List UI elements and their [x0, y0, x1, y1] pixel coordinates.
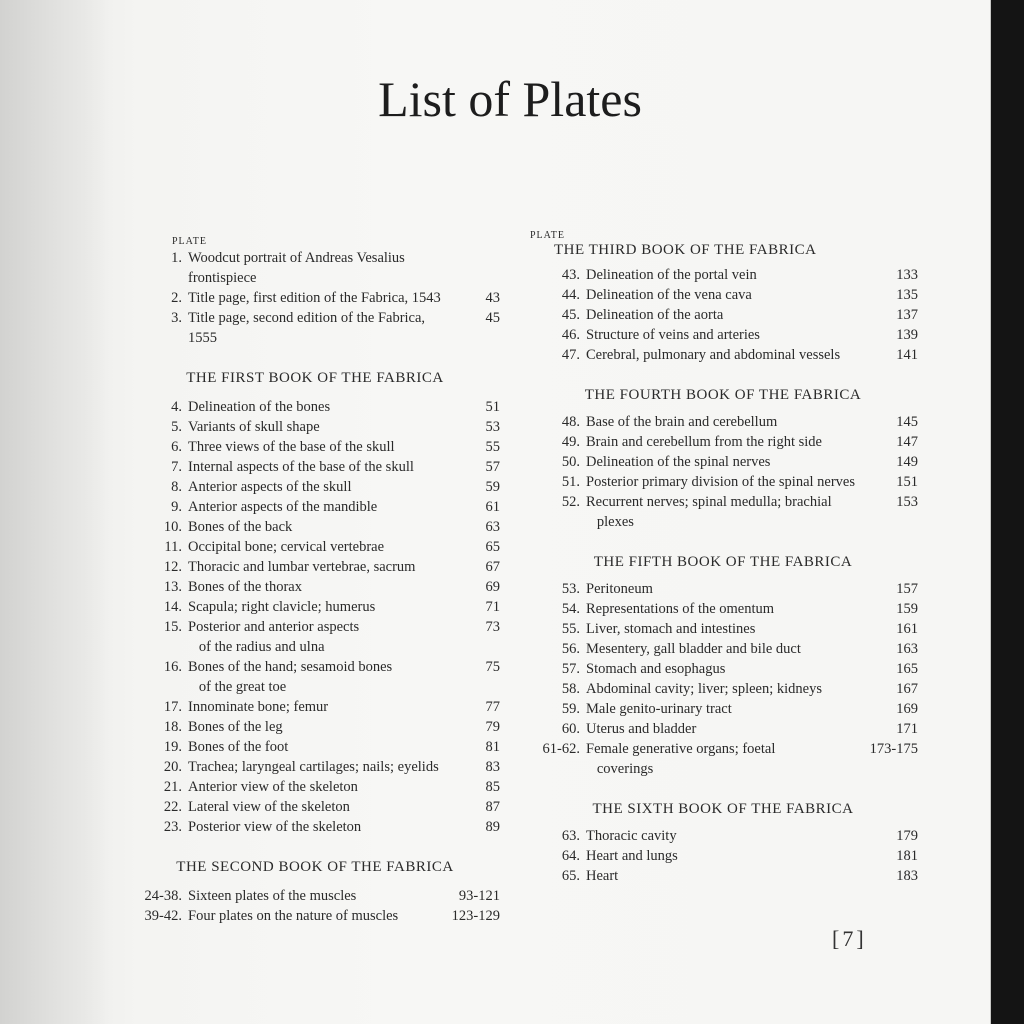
plate-number: 57.	[561, 661, 580, 677]
plate-page-number: 73	[485, 619, 500, 635]
plate-entry	[130, 437, 500, 457]
plate-page-number: 53	[485, 419, 500, 435]
section-title-book-4: THE FOURTH BOOK OF THE FABRICA	[584, 387, 862, 403]
plate-page-number: 165	[896, 661, 918, 677]
plate-entry	[130, 717, 500, 737]
plate-entry	[528, 472, 918, 492]
plate-description: Base of the brain and cerebellum	[586, 414, 778, 430]
plate-entry	[528, 599, 918, 619]
plate-description: Recurrent nerves; spinal medulla; brachial plexes	[586, 494, 832, 530]
plate-page-number	[442, 248, 500, 288]
plate-entry	[528, 412, 918, 432]
section-title-book-6: THE SIXTH BOOK OF THE FABRICA	[592, 801, 854, 817]
plate-number: 24-38.	[144, 888, 182, 904]
book-5-list	[528, 579, 918, 779]
plate-number: 17.	[163, 699, 182, 715]
plate-entry	[528, 846, 918, 866]
plate-number: 18.	[163, 719, 182, 735]
book-6-list	[528, 826, 918, 886]
plate-entry	[528, 679, 918, 699]
plate-description: Delineation of the portal vein	[586, 267, 757, 283]
plate-page-number: 145	[896, 414, 918, 430]
plate-entry	[130, 288, 500, 308]
plate-description: Posterior view of the skeleton	[188, 819, 362, 835]
plate-page-number: 83	[485, 759, 500, 775]
plate-entry	[130, 697, 500, 717]
plate-page-number: 173-175	[869, 741, 918, 757]
plate-number: 44.	[561, 287, 580, 303]
plate-entry	[130, 497, 500, 517]
plate-entry	[130, 537, 500, 557]
front-matter-list	[130, 248, 500, 348]
plate-description: Heart and lungs	[586, 848, 678, 864]
plate-entry	[528, 265, 918, 285]
plate-page-number: 65	[485, 539, 500, 555]
plate-number: 65.	[561, 868, 580, 884]
plate-page-number: 123-129	[451, 908, 500, 924]
plate-page-number: 59	[485, 479, 500, 495]
plate-number: 9.	[171, 499, 182, 515]
plate-entry	[130, 657, 500, 697]
plate-description: Structure of veins and arteries	[586, 327, 760, 343]
plate-description: Stomach and esophagus	[586, 661, 726, 677]
plate-number: 11.	[164, 539, 182, 555]
plate-entry	[130, 248, 500, 288]
plate-entry	[528, 345, 918, 365]
plate-number: 13.	[163, 579, 182, 595]
plate-description: Thoracic cavity	[586, 828, 677, 844]
plate-description: Bones of the leg	[188, 719, 283, 735]
plate-number: 60.	[561, 721, 580, 737]
plate-page-number: 161	[896, 621, 918, 637]
book-4-list	[528, 412, 918, 532]
plate-description: Anterior aspects of the mandible	[188, 499, 378, 515]
plate-number: 50.	[561, 454, 580, 470]
plate-page-number: 171	[896, 721, 918, 737]
page-title: List of Plates	[378, 71, 642, 127]
plate-entry	[130, 557, 500, 577]
plate-page-number: 45	[485, 310, 500, 326]
plate-number: 47.	[561, 347, 580, 363]
plate-page-number: 137	[896, 307, 918, 323]
plate-page-number: 183	[896, 868, 918, 884]
plate-page-number: 67	[485, 559, 500, 575]
plate-entry	[528, 719, 918, 739]
plate-number: 45.	[561, 307, 580, 323]
plate-page-number: 61	[485, 499, 500, 515]
plate-entry	[130, 397, 500, 417]
page-number: [7]	[832, 926, 867, 951]
plate-description: Liver, stomach and intestines	[586, 621, 756, 637]
plate-page-number: 57	[485, 459, 500, 475]
plate-entry	[528, 619, 918, 639]
plate-page-number: 89	[485, 819, 500, 835]
plate-description: Brain and cerebellum from the right side	[586, 434, 822, 450]
plate-number: 43.	[561, 267, 580, 283]
plate-description: Title page, second edition of the Fabrica, 1555	[188, 310, 429, 346]
plate-page-number: 79	[485, 719, 500, 735]
plate-number: 15.	[163, 619, 182, 635]
left-column	[130, 236, 500, 926]
plate-page-number: 159	[896, 601, 918, 617]
plate-description: Abdominal cavity; liver; spleen; kidneys	[586, 681, 822, 697]
plate-entry	[528, 325, 918, 345]
plate-entry	[528, 285, 918, 305]
book-2-list	[130, 886, 500, 926]
plate-page-number: 63	[485, 519, 500, 535]
plate-number: 19.	[163, 739, 182, 755]
plate-number: 4.	[171, 399, 182, 415]
plate-entry	[528, 659, 918, 679]
plate-description: Scapula; right clavicle; humerus	[188, 599, 376, 615]
plate-number: 10.	[163, 519, 182, 535]
plate-number: 59.	[561, 701, 580, 717]
plate-entry	[528, 305, 918, 325]
plate-entry	[130, 797, 500, 817]
plate-entry	[130, 577, 500, 597]
plate-number: 21.	[163, 779, 182, 795]
plate-entry	[528, 739, 918, 779]
plate-number: 6.	[171, 439, 182, 455]
plate-description: Delineation of the spinal nerves	[586, 454, 771, 470]
plate-entry	[528, 579, 918, 599]
plate-description: Delineation of the vena cava	[586, 287, 752, 303]
plate-entry	[130, 817, 500, 837]
page-gutter	[0, 0, 110, 1024]
plate-description: Male genito-urinary tract	[586, 701, 732, 717]
plate-page-number: 133	[896, 267, 918, 283]
plate-entry	[528, 492, 918, 532]
plate-number: 51.	[561, 474, 580, 490]
plate-page-number: 181	[896, 848, 918, 864]
plate-description: Innominate bone; femur	[188, 699, 329, 715]
plate-description: Occipital bone; cervical vertebrae	[188, 539, 385, 555]
plate-description: Posterior primary division of the spinal nerves	[586, 474, 856, 490]
plate-number: 56.	[561, 641, 580, 657]
plate-description: Lateral view of the skeleton	[188, 799, 350, 815]
plate-page-number: 77	[485, 699, 500, 715]
section-title-book-3: THE THIRD BOOK OF THE FABRICA	[554, 242, 817, 258]
plate-page-number: 135	[896, 287, 918, 303]
plate-number: 63.	[561, 828, 580, 844]
plate-page-number: 55	[485, 439, 500, 455]
plate-entry	[130, 777, 500, 797]
plate-description: Trachea; laryngeal cartilages; nails; eyelids	[188, 759, 439, 775]
plate-page-number: 51	[485, 399, 500, 415]
plate-page-number: 151	[896, 474, 918, 490]
plate-page-number: 167	[896, 681, 918, 697]
plate-page-number: 179	[896, 828, 918, 844]
plate-entry	[130, 417, 500, 437]
plate-number: 5.	[171, 419, 182, 435]
plate-description: Variants of skull shape	[188, 419, 320, 435]
plate-description: Bones of the foot	[188, 739, 289, 755]
plate-description: Heart	[586, 868, 619, 884]
plate-column-label-right: PLATE	[530, 230, 565, 241]
plate-description: Female generative organs; foetal coverings	[586, 741, 776, 777]
section-title-book-2: THE SECOND BOOK OF THE FABRICA	[176, 859, 454, 875]
plate-number: 3.	[171, 310, 182, 326]
plate-entry	[130, 477, 500, 497]
plate-number: 52.	[561, 494, 580, 510]
plate-entry	[130, 617, 500, 657]
plate-number: 22.	[163, 799, 182, 815]
plate-page-number: 71	[485, 599, 500, 615]
plate-description: Mesentery, gall bladder and bile duct	[586, 641, 801, 657]
plate-description: Cerebral, pulmonary and abdominal vessels	[586, 347, 841, 363]
plate-number: 61-62.	[542, 741, 580, 757]
plate-description: Anterior aspects of the skull	[188, 479, 352, 495]
plate-description: Uterus and bladder	[586, 721, 697, 737]
plate-number: 58.	[561, 681, 580, 697]
book-3-list	[528, 265, 918, 365]
plate-entry	[130, 906, 500, 926]
plate-description: Delineation of the bones	[188, 399, 331, 415]
book-1-list	[130, 397, 500, 837]
plate-page-number: 93-121	[458, 888, 500, 904]
plate-number: 23.	[163, 819, 182, 835]
plate-page-number: 147	[896, 434, 918, 450]
right-column	[528, 230, 918, 886]
plate-entry	[130, 737, 500, 757]
plate-number: 64.	[561, 848, 580, 864]
plate-page-number: 141	[896, 347, 918, 363]
plate-column-label: PLATE	[172, 236, 207, 247]
plate-entry	[528, 699, 918, 719]
plate-number: 12.	[163, 559, 182, 575]
plate-number: 53.	[561, 581, 580, 597]
plate-number: 1.	[171, 250, 182, 266]
plate-number: 7.	[171, 459, 182, 475]
plate-page-number: 75	[485, 659, 500, 675]
plate-entry	[528, 432, 918, 452]
plate-page-number: 87	[485, 799, 500, 815]
plate-entry	[528, 826, 918, 846]
section-title-book-1: THE FIRST BOOK OF THE FABRICA	[186, 370, 444, 386]
plate-page-number: 43	[485, 290, 500, 306]
plate-page-number: 163	[896, 641, 918, 657]
plate-number: 39-42.	[144, 908, 182, 924]
plate-description: Posterior and anterior aspects of the radius and ulna	[188, 619, 360, 655]
plate-number: 46.	[561, 327, 580, 343]
plate-entry	[130, 886, 500, 906]
plate-description: Thoracic and lumbar vertebrae, sacrum	[188, 559, 416, 575]
section-title-book-5: THE FIFTH BOOK OF THE FABRICA	[593, 554, 853, 570]
plate-page-number: 169	[896, 701, 918, 717]
plate-number: 16.	[163, 659, 182, 675]
plate-description: Four plates on the nature of muscles	[188, 908, 399, 924]
plate-page-number: 149	[896, 454, 918, 470]
plate-entry	[130, 597, 500, 617]
plate-entry	[528, 866, 918, 886]
plate-number: 8.	[171, 479, 182, 495]
plate-description: Title page, first edition of the Fabrica, 1543	[188, 290, 441, 306]
plate-entry	[130, 517, 500, 537]
plate-page-number: 85	[485, 779, 500, 795]
plate-page-number: 139	[896, 327, 918, 343]
plate-page-number: 157	[896, 581, 918, 597]
plate-description: Peritoneum	[586, 581, 653, 597]
plate-description: Representations of the omentum	[586, 601, 775, 617]
plate-number: 55.	[561, 621, 580, 637]
plate-page-number: 69	[485, 579, 500, 595]
plate-number: 14.	[163, 599, 182, 615]
plate-description: Woodcut portrait of Andreas Vesalius frontispiece	[188, 250, 413, 286]
plate-description: Delineation of the aorta	[586, 307, 724, 323]
plate-number: 2.	[171, 290, 182, 306]
plate-description: Bones of the back	[188, 519, 293, 535]
plate-description: Sixteen plates of the muscles	[188, 888, 357, 904]
plate-entry	[528, 452, 918, 472]
plate-description: Anterior view of the skeleton	[188, 779, 358, 795]
plate-description: Bones of the thorax	[188, 579, 302, 595]
plate-entry	[130, 757, 500, 777]
plate-entry	[528, 639, 918, 659]
plate-description: Bones of the hand; sesamoid bones of the great toe	[188, 659, 393, 695]
plate-description: Three views of the base of the skull	[188, 439, 395, 455]
plate-entry	[130, 457, 500, 477]
plate-entry	[130, 308, 500, 348]
plate-page-number: 153	[896, 494, 918, 510]
plate-page-number: 81	[485, 739, 500, 755]
plate-description: Internal aspects of the base of the skull	[188, 459, 414, 475]
plate-number: 48.	[561, 414, 580, 430]
plate-number: 20.	[163, 759, 182, 775]
plate-number: 49.	[561, 434, 580, 450]
plate-number: 54.	[561, 601, 580, 617]
